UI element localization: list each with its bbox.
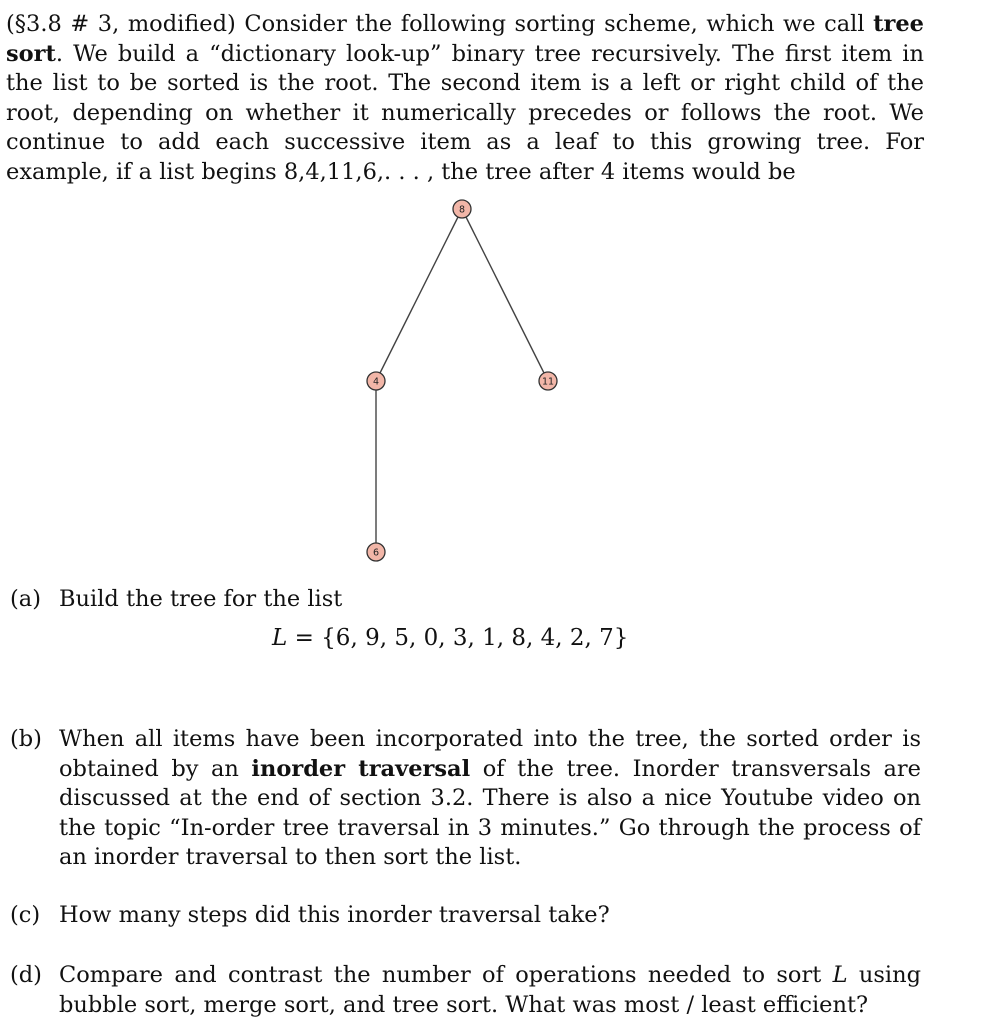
part-d-text-end: using bubble sort, merge sort, and tree sort. What was most / least efficient? xyxy=(59,962,921,1018)
intro-text-start: (§3.8 # 3, modified) Consider the following sorting scheme, which we call xyxy=(6,11,874,37)
node-label: 8 xyxy=(458,204,466,216)
list-variable: L xyxy=(272,625,288,651)
part-d-label: (d) xyxy=(10,962,42,988)
tree-diagram xyxy=(300,190,600,580)
tree-node-4 xyxy=(367,372,385,390)
part-d-variable: L xyxy=(832,962,848,988)
part-a-text: Build the tree for the list xyxy=(59,586,343,612)
node-label: 6 xyxy=(372,547,380,559)
part-d-text xyxy=(59,961,921,1020)
part-d-text-start: Compare and contrast the number of operations needed to sort xyxy=(59,962,833,988)
list-equation xyxy=(272,622,628,654)
inorder-traversal-term: inorder traversal xyxy=(251,755,471,782)
part-b-text xyxy=(59,725,921,873)
list-values: = {6, 9, 5, 0, 3, 1, 8, 4, 2, 7} xyxy=(287,625,629,651)
tree-node-11 xyxy=(539,372,557,390)
node-label: 11 xyxy=(541,376,555,388)
tree-node-8 xyxy=(453,200,471,218)
edge-8-11 xyxy=(462,209,548,381)
part-c-text: How many steps did this inorder traversal take? xyxy=(59,902,610,928)
part-a-label: (a) xyxy=(10,586,41,612)
part-b-text-end: of the tree. Inorder transversals are discussed at the end of section 3.2. There is also a nice Youtube video on the topic “In-order tree traversal in 3 minutes.” Go through the process of an inorder traversal to then sort the list. xyxy=(59,755,922,870)
intro-text-end: . We build a “dictionary look-up” binary tree recursively. The first item in the list to be sorted is the root. The second item is a left or right child of the root, depending on whether it numerically precedes or follows the root. We continue to add each successive item as a leaf to this growing tree. For example, if a list begins 8,4,11,6,. . . , the tree after 4 items would be xyxy=(6,40,924,185)
tree-node-6 xyxy=(367,543,385,561)
part-b-text-start: When all items have been incorporated into the tree, the sorted order is obtained by an xyxy=(59,726,921,782)
part-b xyxy=(10,725,930,875)
tree-sort-term: tree sort xyxy=(6,11,924,67)
edge-8-4 xyxy=(376,209,462,381)
part-b-label: (b) xyxy=(10,726,42,752)
problem-intro xyxy=(6,10,924,187)
node-label: 4 xyxy=(372,376,380,388)
part-c-label: (c) xyxy=(10,902,41,928)
